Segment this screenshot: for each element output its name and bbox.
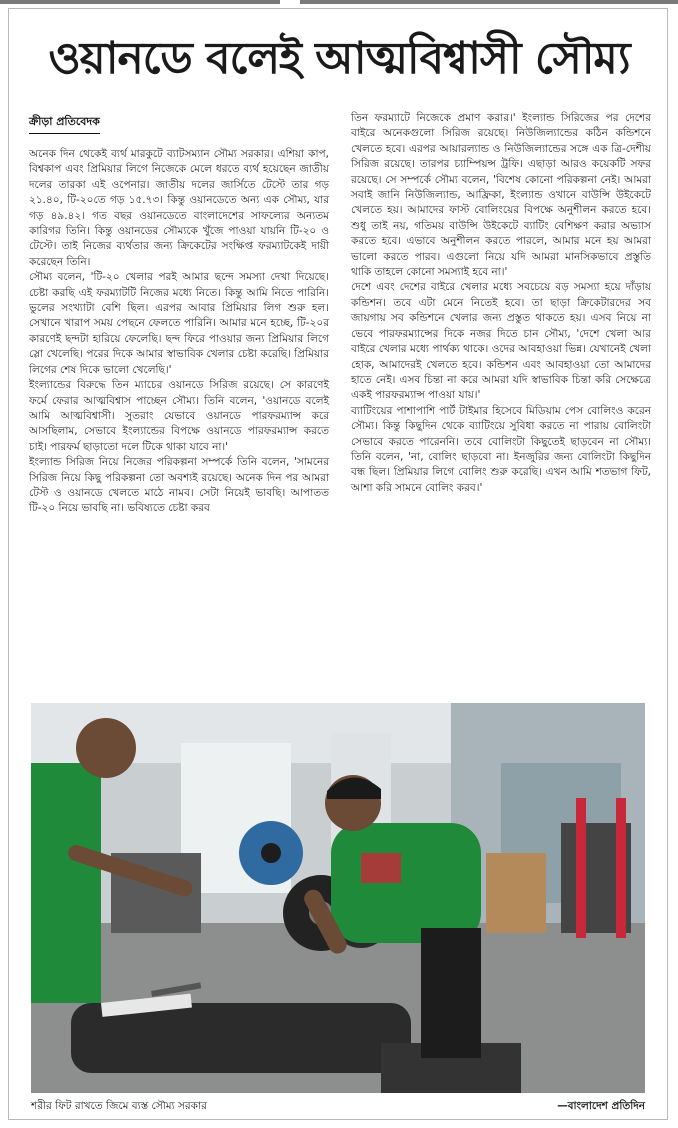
paragraph: সৌম্য বলেন, 'টি-২০ খেলার পরই আমার ছন্দে সমস্যা দেখা দিয়েছে। চেষ্টা করছি এই ফরম্যাটটি নিজের মধ্যে নিতে। কিন্তু আমি নিতে পারিনি। ভুলের সংখ্যাটা বেশি ছিল। এরপর আবার প্রিমিয়ার লিগ শুরু হল। সেখানে খারাপ সময় পেছনে ফেলতে পারিনি। আমার মনে হচ্ছে, টি-২০র কারণেই ছন্দটা হারিয়ে ফেলেছি। ছন্দ ফিরে পাওয়ার জন্য প্রিমিয়ার লিগে স্লো খেলেছি। পরের দিকে আমার স্বাভাবিক খেলার চেষ্টা করেছি। প্রিমিয়ার লিগের শেষ দিকে ভালো খেলেছি।' xyxy=(29,271,329,376)
paragraph: তিন ফরম্যাটে নিজেকে প্রমাণ করার।' ইংল্যান্ড সিরিজের পর দেশের বাইরে অনেকগুলো সিরিজ রয়েছে। নিউজিল্যান্ডের কঠিন কন্ডিশনে খেলতে হবে। এরপর আয়ারল্যান্ড ও নিউজিল্যান্ডের সঙ্গে এক ত্রি-দেশীয় সিরিজ রয়েছে। তারপর চ্যাম্পিয়ন্স ট্রফি। এছাড়া আরও কয়েকটি সফর রয়েছে। সে সম্পর্কে সৌম্য বলেন, 'বিশেষ কোনো পরিকল্পনা নেই। আমরা সবাই জানি নিউজিল্যান্ড, আফ্রিকা, ইংল্যান্ড ওখানে বাউন্সি উইকেটে খেলতে হয়। আমাদের ফাস্ট বোলিংয়ের বিপক্ষে অনুশীলন করতে হবে। শুধু তাই নয়, গতিময় বাউন্সি উইকেটে ব্যাটিং বেশিক্ষণ করার অভ্যাস করতে হবে। এভাবে অনুশীলন করতে পারলে, আমার মনে হয় আমরা ভালো করতে পারব। এগুলো নিয়ে যদি আমরা মানসিকভাবে প্রস্তুতি থাকি তাহলে কোনো সমস্যাই হবে না।' xyxy=(351,112,651,279)
gym-photo-illustration xyxy=(31,703,645,1093)
photo-caption: শরীর ফিট রাখতে জিমে ব্যস্ত সৌম্য সরকার xyxy=(31,1100,207,1112)
paragraph: অনেক দিন থেকেই ব্যর্থ মারকুটে ব্যাটসম্যান সৌম্য সরকার। এশিয়া কাপ, বিশ্বকাপ এবং প্রিমিয়ার লিগে নিজেকে মেলে ধরতে ব্যর্থ হয়েছেন জাতীয় দলের তারকা এই ওপেনার। জাতীয় দলের জার্সিতে টেস্টে তার গড় ২১.৪০, টি-২০তে গড় ১৫.৭৩। কিন্তু ওয়ানডেতে অন্য এক সৌম্য, যার গড় ৪৯.৪২। গত বছর ওয়ানডেতে বাংলাদেশের সাফল্যের অন্যতম কারিগর তিনি। কিন্তু ওয়ানডের সৌম্যকে খুঁজে পাওয়া যায়নি টি-২০ ও টেস্টে। তাই নিজের ব্যর্থতার জন্য ক্রিকেটের সংক্ষিপ্ত ফরম্যাটকেই দায়ী করেছেন তিনি। xyxy=(29,148,329,268)
paragraph: ইংল্যান্ড সিরিজ নিয়ে নিজের পরিকল্পনা সম্পর্কে তিনি বলেন, 'সামনের সিরিজ নিয়ে কিছু পরিকল্পনা তো অবশ্যই রয়েছে। অনেক দিন পর আমরা টেস্ট ও ওয়ানডে খেলতে মাঠে নামব। সেটা নিয়েই ভাবছি। আপাতত টি-২০ নিয়ে ভাবছি না। ভবিষ্যতে চেষ্টা করব xyxy=(29,456,329,515)
top-rule-right xyxy=(300,0,678,4)
right-column xyxy=(351,111,651,496)
byline: ক্রীড়া প্রতিবেদক xyxy=(29,113,100,134)
top-rule-left xyxy=(0,0,280,4)
headline: ওয়ানডে বলেই আত্মবিশ্বাসী সৌম্য xyxy=(48,33,630,84)
gym-photo xyxy=(31,703,645,1093)
paragraph: ইংল্যান্ডের বিরুদ্ধে তিন ম্যাচের ওয়ানডে সিরিজ রয়েছে। সে কারণেই ফর্মে ফেরার আত্মবিশ্বাস পাচ্ছেন সৌম্য। তিনি বলেন, 'ওয়ানডে বলেই আমি আত্মবিশ্বাসী। সুতরাং যেভাবে ওয়ানডে পারফরম্যান্স করে আসছিলাম, সেভাবে ইংল্যান্ডের বিপক্ষে ওয়ানডে পারফরম্যান্স করতে চাই। পারফর্ম ছাড়াতো দলে টিকে থাকা যাবে না।' xyxy=(29,379,329,453)
paragraph: দেশে এবং দেশের বাইরে খেলার মধ্যে সবচেয়ে বড় সমস্যা হয়ে দাঁড়ায় কন্ডিশন। তবে এটা মেনে নিতেই হবে। তা ছাড়া ক্রিকেটারদের সব জায়গায় সব কন্ডিশনে খেলার জন্য প্রস্তুত থাকতে হয়। এসব নিয়ে না ভেবে পারফরম্যান্সের দিকে নজর দিতে চান সৌম্য, 'দেশে খেলা আর বাইরে খেলার মধ্যে পার্থক্য থাকে। ওদের আবহাওয়া ভিন্ন। যেখানেই খেলা হোক, আমাদেরই খেলতে হবে। কন্ডিশন এবং আবহাওয়া তো আমাদের হাতে নেই। এসব চিন্তা না করে আমরা যদি স্বাভাবিক চিন্তা করি সেক্ষেত্রে একই পারফরম্যান্স পাওয়া যায়।' xyxy=(351,281,651,402)
photo-credit: —বাংলাদেশ প্রতিদিন xyxy=(557,1100,645,1112)
left-column xyxy=(29,147,329,517)
paragraph: ব্যাটিংয়ের পাশাপাশি পার্ট টাইমার হিসেবে মিডিয়াম পেস বোলিংও করেন সৌম্য। কিন্তু কিছুদিন থেকে ব্যাটিংয়ে সুবিধা করতে না পারায় বোলিংটা সেভাবে করতে পারেননি। তবে বোলিংটা কিছুতেই ছাড়বেন না সৌম্য। তিনি বলেন, 'না, বোলিং ছাড়বো না। ইনজুরির জন্য বোলিংটা কিছুদিন বন্ধ ছিল। প্রিমিয়ার লিগে বোলিং শুরু করেছি। এখন আমি শতভাগ ফিট, আশা করি সামনে বোলিং করব।' xyxy=(351,404,651,494)
article-frame xyxy=(8,8,668,1120)
